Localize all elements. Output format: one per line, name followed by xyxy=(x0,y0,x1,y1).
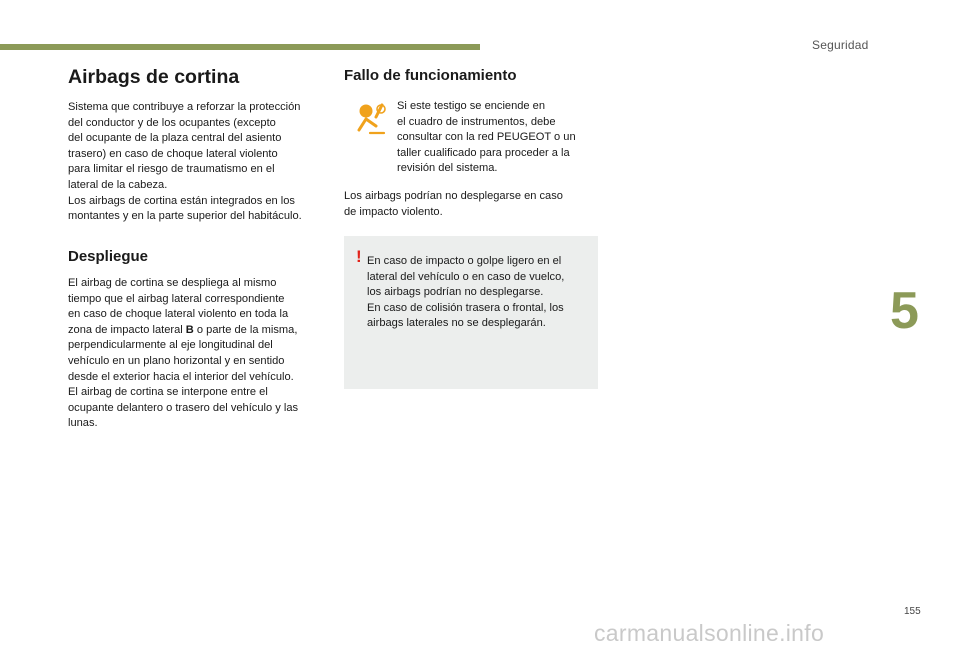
page-number: 155 xyxy=(904,606,921,617)
caution-box xyxy=(344,236,598,389)
left-column xyxy=(68,66,330,430)
deploy-heading: Despliegue xyxy=(68,248,149,265)
chapter-number: 5 xyxy=(890,282,919,340)
airbag-warning-light-icon xyxy=(356,103,388,135)
zone-letter: B xyxy=(185,323,194,336)
caution-icon: ! xyxy=(356,247,362,266)
deploy-text-start: El airbag de cortina se despliega al mismo tiempo que el airbag lateral correspondiente en caso de choque lateral violento en toda la zona de impacto lateral xyxy=(68,277,289,336)
malfunction-heading: Fallo de funcionamiento xyxy=(344,67,517,84)
deploy-text-end: o parte de la misma, perpendicularmente al eje longitudinal del vehículo en un plano horizontal y en sentido desde el exterior hacia el interior del vehículo. El airbag de cortina se interpone entre el ocupante delantero o trasero del vehículo y las lunas. xyxy=(68,323,299,430)
violent-impact-paragraph: Los airbags podrían no desplegarse en caso de impacto violento. xyxy=(344,190,563,218)
intro-paragraph: Sistema que contribuye a reforzar la protección del conductor y de los ocupantes (excepto del ocupante de la plaza central del asiento trasero) en caso de choque lateral violento para limitar el riesgo de traumatismo en el lateral de la cabeza. Los airbags de cortina están integrados en los montantes y en la parte superior del habitáculo. xyxy=(68,101,302,223)
caution-text: En caso de impacto o golpe ligero en el lateral del vehículo o en caso de vuelco, los airbags podrían no desplegarse. En caso de colisión trasera o frontal, los airbags laterales no se desplegarán. xyxy=(367,255,565,330)
page-title: Airbags de cortina xyxy=(68,66,240,88)
watermark: carmanualsonline.info xyxy=(594,620,825,646)
section-label: Seguridad xyxy=(812,38,869,52)
deploy-paragraph xyxy=(68,276,298,432)
warning-light-paragraph: Si este testigo se enciende en el cuadro de instrumentos, debe consultar con la red PEUGEOT o un taller cualificado para proceder a la revisión del sistema. xyxy=(397,100,576,175)
header-accent-bar xyxy=(0,44,480,50)
